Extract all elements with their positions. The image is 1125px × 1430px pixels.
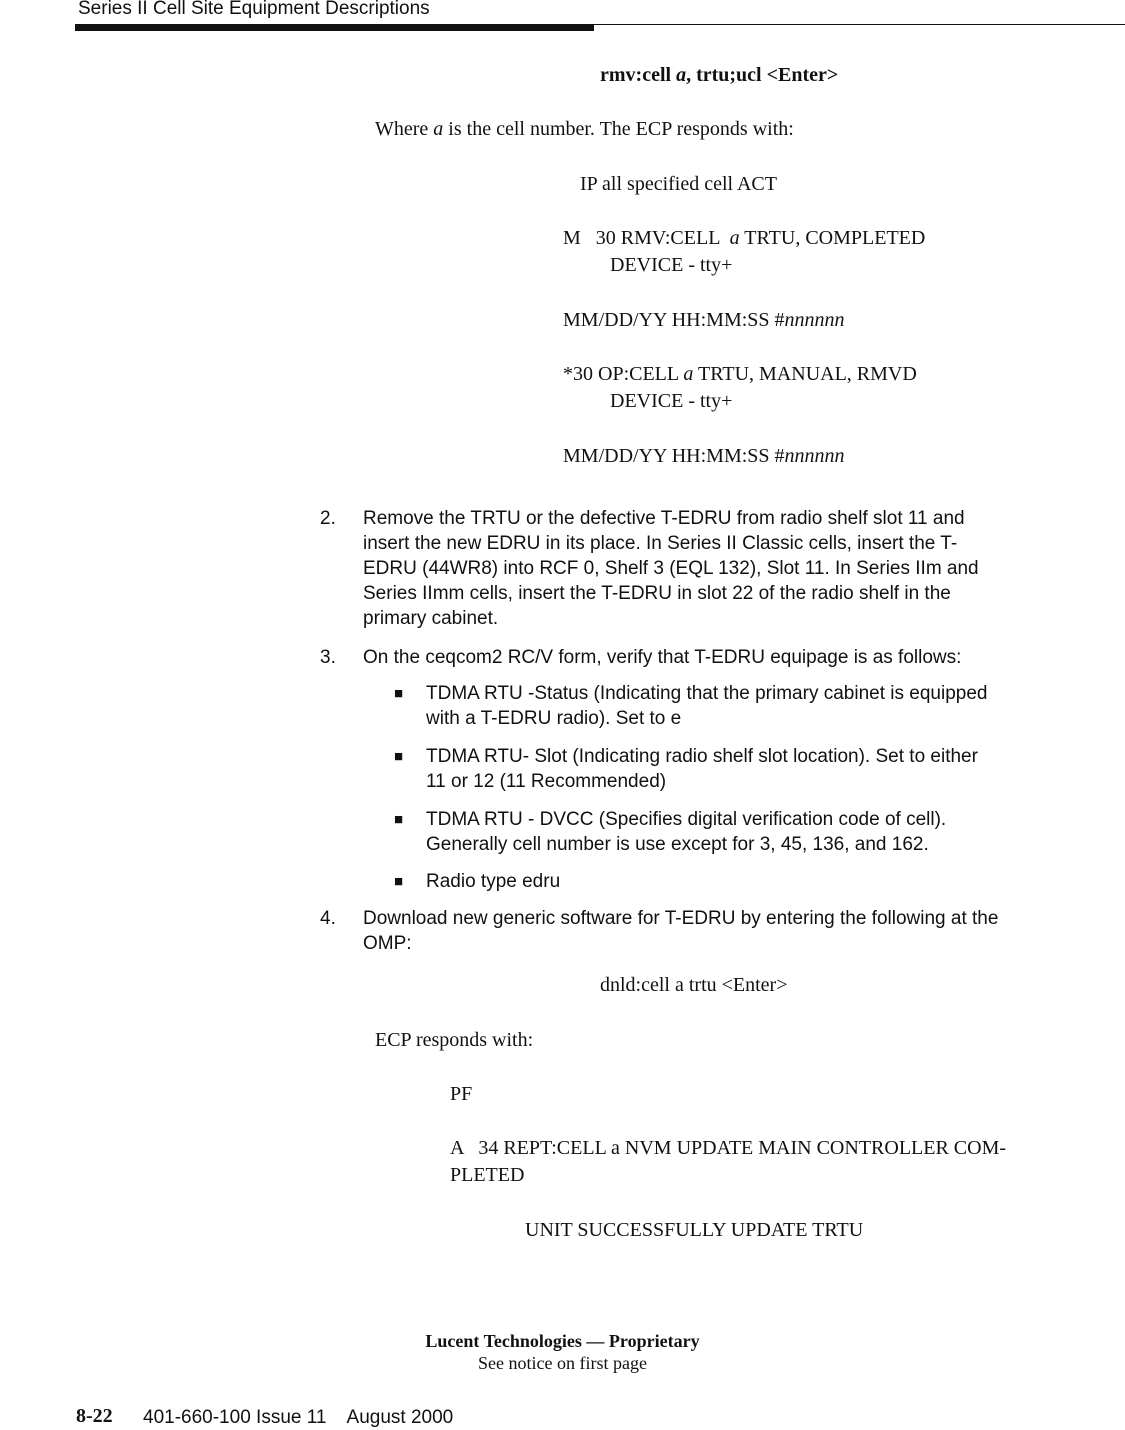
resp1-line5-pre: *30 OP:CELL <box>563 363 684 385</box>
resp1-line5-var: a <box>683 363 694 385</box>
bullet-text-line: TDMA RTU - DVCC (Specifies digital verification code of cell). <box>426 809 947 830</box>
bullet-text-line: 11 or 12 (11 Recommended) <box>426 771 667 792</box>
step-text-line: OMP: <box>363 933 412 954</box>
bullet-item <box>394 681 1054 731</box>
footer-notice: See notice on first page <box>478 1353 647 1373</box>
square-bullet-icon: ■ <box>394 811 404 828</box>
ecp-responds-label: ECP responds with: <box>375 1029 534 1051</box>
step-number: 3. <box>320 647 336 668</box>
square-bullet-icon: ■ <box>394 748 404 765</box>
step-4 <box>320 906 1050 956</box>
resp2-line4: UNIT SUCCESSFULLY UPDATE TRTU <box>525 1219 864 1241</box>
footer-proprietary: Lucent Technologies — Proprietary <box>425 1331 700 1351</box>
command-rmv-pre: rmv:cell <box>600 64 677 86</box>
bullet-item <box>394 807 1054 857</box>
bullet-item <box>394 869 1054 894</box>
running-header-title: Series II Cell Site Equipment Descriptions <box>78 0 430 19</box>
step-text-line: EDRU (44WR8) into RCF 0, Shelf 3 (EQL 132), Slot 11. In Series IIm and <box>363 558 979 579</box>
step-2 <box>320 506 1050 631</box>
resp1-line5 <box>563 363 917 386</box>
step-text-line: Remove the TRTU or the defective T-EDRU from radio shelf slot 11 and <box>363 508 965 529</box>
step-text-line: Series IImm cells, insert the T-EDRU in slot 22 of the radio shelf in the <box>363 583 951 604</box>
command-rmv-var: a <box>676 64 687 86</box>
bullet-text-line: Radio type edru <box>426 871 561 892</box>
resp1-line7-var: nnnnnn <box>784 445 845 467</box>
command-dnld: dnld:cell a trtu <Enter> <box>600 974 788 996</box>
where-var: a <box>433 118 444 140</box>
resp1-line2 <box>563 227 925 250</box>
step-text-line: On the ceqcom2 RC/V form, verify that T-EDRU equipage is as follows: <box>363 647 962 668</box>
resp1-line5-post: TRTU, MANUAL, RMVD <box>693 363 917 385</box>
step-number: 2. <box>320 508 336 529</box>
command-rmv <box>600 64 838 87</box>
header-rule-thick <box>75 24 594 31</box>
step-text-line: insert the new EDRU in its place. In Series II Classic cells, insert the T- <box>363 533 958 554</box>
square-bullet-icon: ■ <box>394 873 404 890</box>
step-text-line: primary cabinet. <box>363 608 499 629</box>
step-text-line: Download new generic software for T-EDRU by entering the following at the <box>363 908 999 929</box>
command-rmv-post: , trtu;ucl <Enter> <box>686 64 839 86</box>
page-number: 8-22 <box>76 1405 113 1427</box>
bullet-text-line: Generally cell number is use except for 3, 45, 136, and 162. <box>426 834 929 855</box>
where-line <box>375 118 794 141</box>
resp1-line2-pre: M 30 RMV:CELL <box>563 227 730 249</box>
document-id: 401-660-100 Issue 11 August 2000 <box>143 1407 454 1428</box>
resp1-line4-var: nnnnnn <box>784 309 845 331</box>
step-3 <box>320 645 1050 670</box>
bullet-item <box>394 744 1054 794</box>
resp2-line2: A 34 REPT:CELL a NVM UPDATE MAIN CONTROLLER COM- <box>450 1137 1007 1159</box>
bullet-text-line: TDMA RTU -Status (Indicating that the primary cabinet is equipped <box>426 683 988 704</box>
where-post: is the cell number. The ECP responds with: <box>443 118 794 140</box>
resp2-line3: PLETED <box>450 1164 525 1186</box>
where-pre: Where <box>375 118 434 140</box>
resp1-line3: DEVICE - tty+ <box>610 254 733 276</box>
square-bullet-icon: ■ <box>394 685 404 702</box>
resp1-line6: DEVICE - tty+ <box>610 390 733 412</box>
step-number: 4. <box>320 908 336 929</box>
resp1-line7-pre: MM/DD/YY HH:MM:SS # <box>563 445 785 467</box>
bullet-text-line: with a T-EDRU radio). Set to e <box>426 708 682 729</box>
resp1-line4 <box>563 309 845 332</box>
resp2-line1: PF <box>450 1083 473 1105</box>
resp1-line1: IP all specified cell ACT <box>580 173 777 195</box>
resp1-line2-post: TRTU, COMPLETED <box>739 227 926 249</box>
resp1-line2-var: a <box>729 227 740 249</box>
resp1-line7 <box>563 445 845 468</box>
bullet-text-line: TDMA RTU- Slot (Indicating radio shelf slot location). Set to either <box>426 746 978 767</box>
resp1-line4-pre: MM/DD/YY HH:MM:SS # <box>563 309 785 331</box>
